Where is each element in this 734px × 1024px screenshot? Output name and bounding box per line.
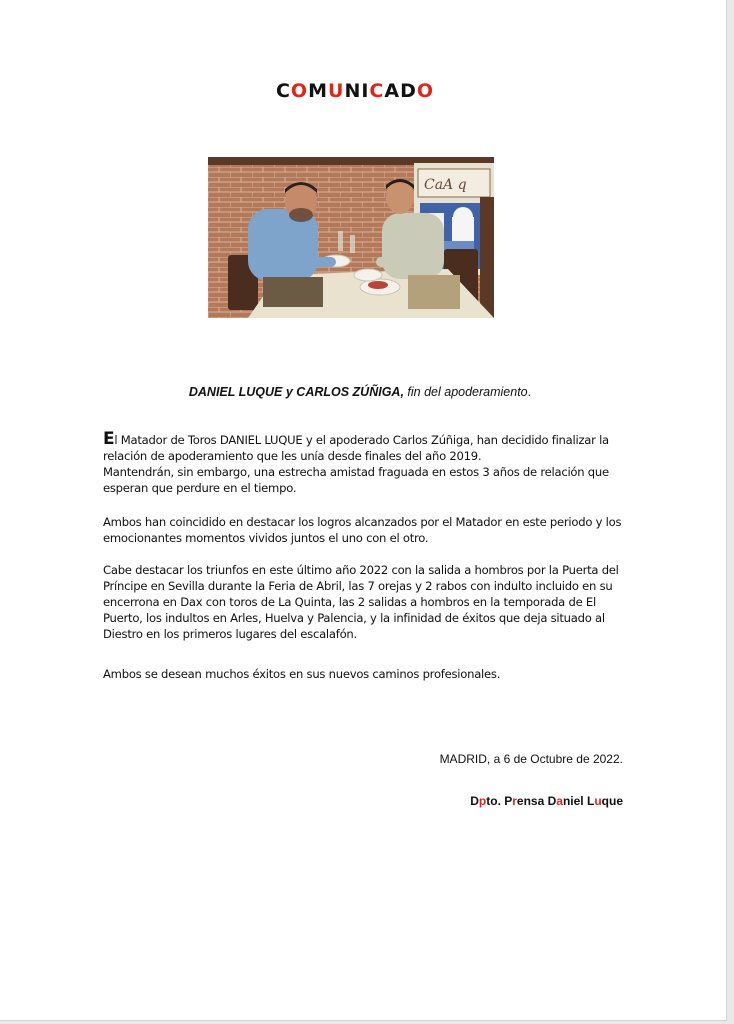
- title-letter: N: [344, 80, 362, 102]
- title-letter: U: [328, 80, 345, 102]
- signature-part: p: [478, 794, 487, 808]
- paragraph-3-text: Cabe destacar los triunfos en este último año 2022 con la salida a hombros por la Puerta del Príncipe en Sevilla durante la Feria de Abril, las 7 orejas y 2 rabos con indulto incluido en su encerrona en Dax con toros de La Quinta, las 2 salidas a hombros en la temporada de El Puerto, los indultos en Arles, Huelva y Palencia, y la infinidad de éxitos que deja situado al Diestro en los primeros lugares del escalafón.: [103, 563, 619, 641]
- place-date: MADRID, a 6 de Octubre de 2022.: [439, 752, 623, 766]
- signature-part: to: [486, 794, 498, 808]
- title-letter: D: [400, 80, 417, 102]
- signature-part: niel L: [562, 794, 595, 808]
- paragraph-4-text: Ambos se desean muchos éxitos en sus nuevos caminos profesionales.: [103, 667, 501, 681]
- title-letter: M: [308, 80, 328, 102]
- signature: [470, 794, 623, 808]
- paragraph-4: [103, 666, 623, 682]
- signature-part: u: [594, 794, 602, 808]
- signature-part: ensa D: [516, 794, 557, 808]
- title-letter: A: [384, 80, 401, 102]
- title-letter: I: [361, 80, 370, 102]
- paragraph-2: [103, 514, 623, 546]
- signature-part: D: [470, 794, 479, 808]
- dropcap: E: [103, 429, 115, 449]
- paragraph-2-text: Ambos han coincidido en destacar los logros alcanzados por el Matador en este periodo y los emocionantes momentos vividos juntos el uno con el otro.: [103, 515, 622, 545]
- signature-part: . P: [497, 794, 513, 808]
- paragraph-1b: Mantendrán, sin embargo, una estrecha amistad fraguada en estos 3 años de relación que esperan que perdure en el tiempo.: [103, 465, 609, 495]
- title-letter: O: [290, 80, 309, 102]
- title-letter: O: [416, 80, 435, 102]
- paragraph-1: [103, 431, 623, 496]
- page-title: [0, 80, 710, 102]
- signature-part: a: [556, 794, 563, 808]
- signature-part: r: [512, 794, 517, 808]
- title-letter: C: [369, 80, 385, 102]
- headline-bold: DANIEL LUQUE y CARLOS ZÚÑIGA,: [188, 385, 404, 399]
- restaurant-photo: [208, 157, 494, 318]
- headline: [0, 385, 720, 399]
- photo-illustration: [208, 157, 494, 318]
- signature-part: que: [601, 794, 623, 808]
- paragraph-3: [103, 562, 623, 642]
- svg-text:CaA q: CaA q: [424, 177, 467, 193]
- headline-end: .: [527, 385, 532, 399]
- title-letter: C: [275, 80, 291, 102]
- headline-rest: fin del apoderamiento: [403, 385, 528, 399]
- paragraph-1-text: l Matador de Toros DANIEL LUQUE y el apoderado Carlos Zúñiga, han decidido finalizar la relación de apoderamiento que les unía desde finales del año 2019.: [103, 433, 609, 463]
